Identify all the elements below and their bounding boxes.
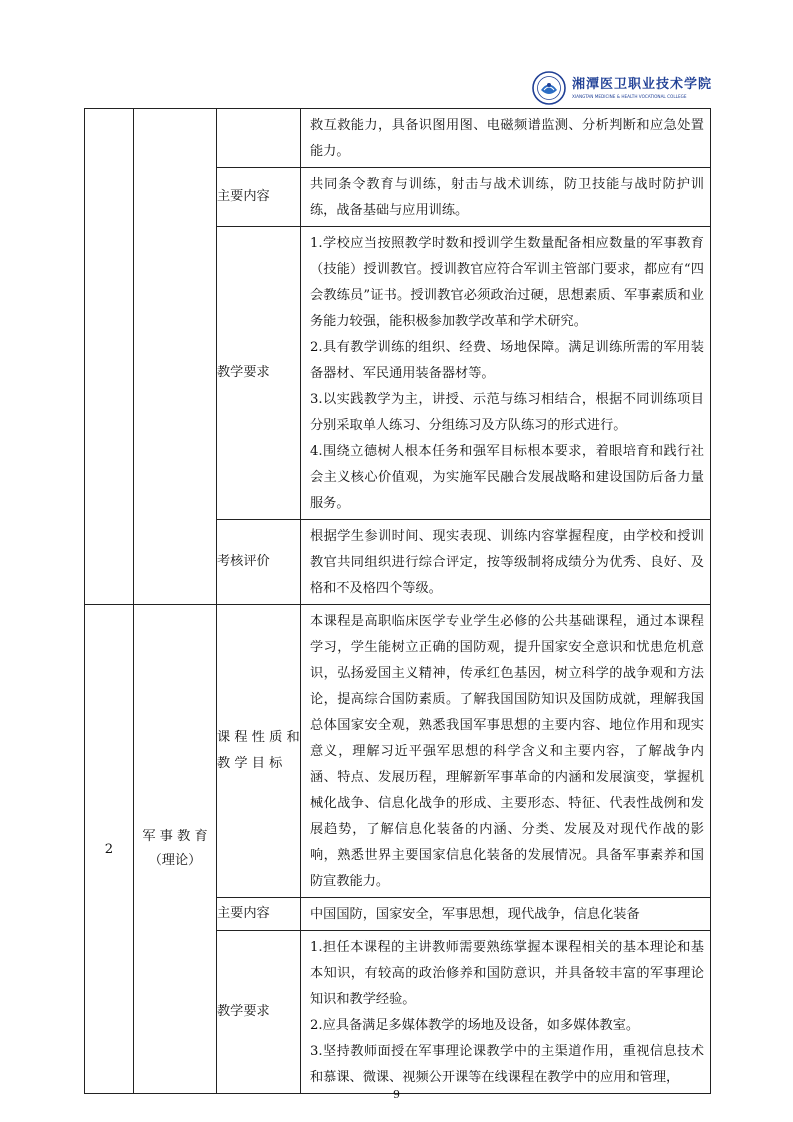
- requirement-item: 3.坚持教师面授在军事理论课教学中的主渠道作用，重视信息技术和慕课、微课、视频公开课等在线课程在教学中的应用和管理，: [310, 1044, 704, 1085]
- requirement-label: 教学要求: [217, 931, 301, 1094]
- goal-label: 课 程 性 质 和 教 学 目 标: [217, 605, 301, 898]
- goal-cell: [301, 109, 711, 168]
- requirement-item: 2.应具备满足多媒体教学的场地及设备，如多媒体教室。: [310, 1018, 640, 1033]
- content-cell: [301, 898, 711, 931]
- page-number: 9: [393, 1088, 400, 1101]
- course-number: 2: [85, 605, 134, 1094]
- requirement-item: 1.担任本课程的主讲教师需要熟练掌握本课程相关的基本理论和基本知识，有较高的政治修养和国防意识，并具备较丰富的军事理论知识和教学经验。: [310, 940, 704, 1007]
- requirement-item: 3.以实践教学为主，讲授、示范与练习相结合，根据不同训练项目分别采取单人练习、分组练习及方队练习的形式进行。: [310, 392, 704, 433]
- goal-text: 本课程是高职临床医学专业学生必修的公共基础课程，通过本课程学习，学生能树立正确的国防观，提升国家安全意识和忧患危机意识，弘扬爱国主义精神，传承红色基因，树立科学的战争观和方法论，提高综合国防素质。了解我国国防知识及国防成就，理解我国总体国家安全观，熟悉我国军事思想的主要内容、地位作用和现实意义，理解习近平强军思想的科学含义和主要内容，了解战争内涵、特点、发展历程，理解新军事革命的内涵和发展演变，掌握机械化战争、信息化战争的形成、主要形态、特征、代表性战例和发展趋势，了解信息化装备的内涵、分类、发展及对现代作战的影响，熟悉世界主要国家信息化装备的发展情况。具备军事素养和国防宣教能力。: [310, 614, 704, 889]
- requirement-item: 2.具有教学训练的组织、经费、场地保障。满足训练所需的军用装备器材、军民通用装备器材等。: [310, 340, 704, 381]
- requirement-item: 4.围绕立德树人根本任务和强军目标根本要求，着眼培育和践行社会主义核心价值观，为实施军民融合发展战略和建设国防后备力量服务。: [310, 444, 704, 511]
- evaluation-label: 考核评价: [217, 520, 301, 605]
- evaluation-text: 根据学生参训时间、现实表现、训练内容掌握程度，由学校和授训教官共同组织进行综合评定，按等级制将成绩分为优秀、良好、及格和不及格四个等级。: [310, 529, 704, 596]
- table-row: [85, 109, 711, 168]
- content-label: 主要内容: [217, 898, 301, 931]
- course-name-cell: [134, 109, 217, 605]
- curriculum-table: [84, 108, 711, 1094]
- requirement-cell: [301, 227, 711, 520]
- college-seal-icon: [532, 71, 566, 105]
- course-name: [134, 605, 217, 1094]
- content-text: 共同条令教育与训练，射击与战术训练，防卫技能与战时防护训练，战备基础与应用训练。: [310, 177, 704, 218]
- goal-label-cell: [217, 109, 301, 168]
- table-row: [85, 605, 711, 898]
- content-text: 中国国防，国家安全，军事思想，现代战争，信息化装备: [310, 907, 640, 922]
- requirement-label: 教学要求: [217, 227, 301, 520]
- course-name-line1: 军 事 教 育: [142, 829, 208, 844]
- college-logo: [532, 70, 713, 106]
- number-cell: [85, 109, 134, 605]
- content-cell: [301, 168, 711, 227]
- evaluation-cell: [301, 520, 711, 605]
- goal-text: 救互救能力，具备识图用图、电磁频谱监测、分析判断和应急处置能力。: [310, 118, 704, 159]
- content-label: 主要内容: [217, 168, 301, 227]
- requirement-cell: [301, 931, 711, 1094]
- college-name-en: XIANGTAN MEDICINE & HEALTH VOCATIONAL COLLEGE: [572, 93, 687, 99]
- college-name-cn: 湘潭医卫职业技术学院: [572, 76, 713, 92]
- course-name-line2: （理论）: [148, 853, 202, 868]
- goal-cell: [301, 605, 711, 898]
- requirement-item: 1.学校应当按照教学时数和授训学生数量配备相应数量的军事教育（技能）授训教官。授训教官应符合军训主管部门要求，都应有“四会教练员”证书。授训教官必须政治过硬，思想素质、军事素质和业务能力较强，能积极参加教学改革和学术研究。: [310, 236, 704, 329]
